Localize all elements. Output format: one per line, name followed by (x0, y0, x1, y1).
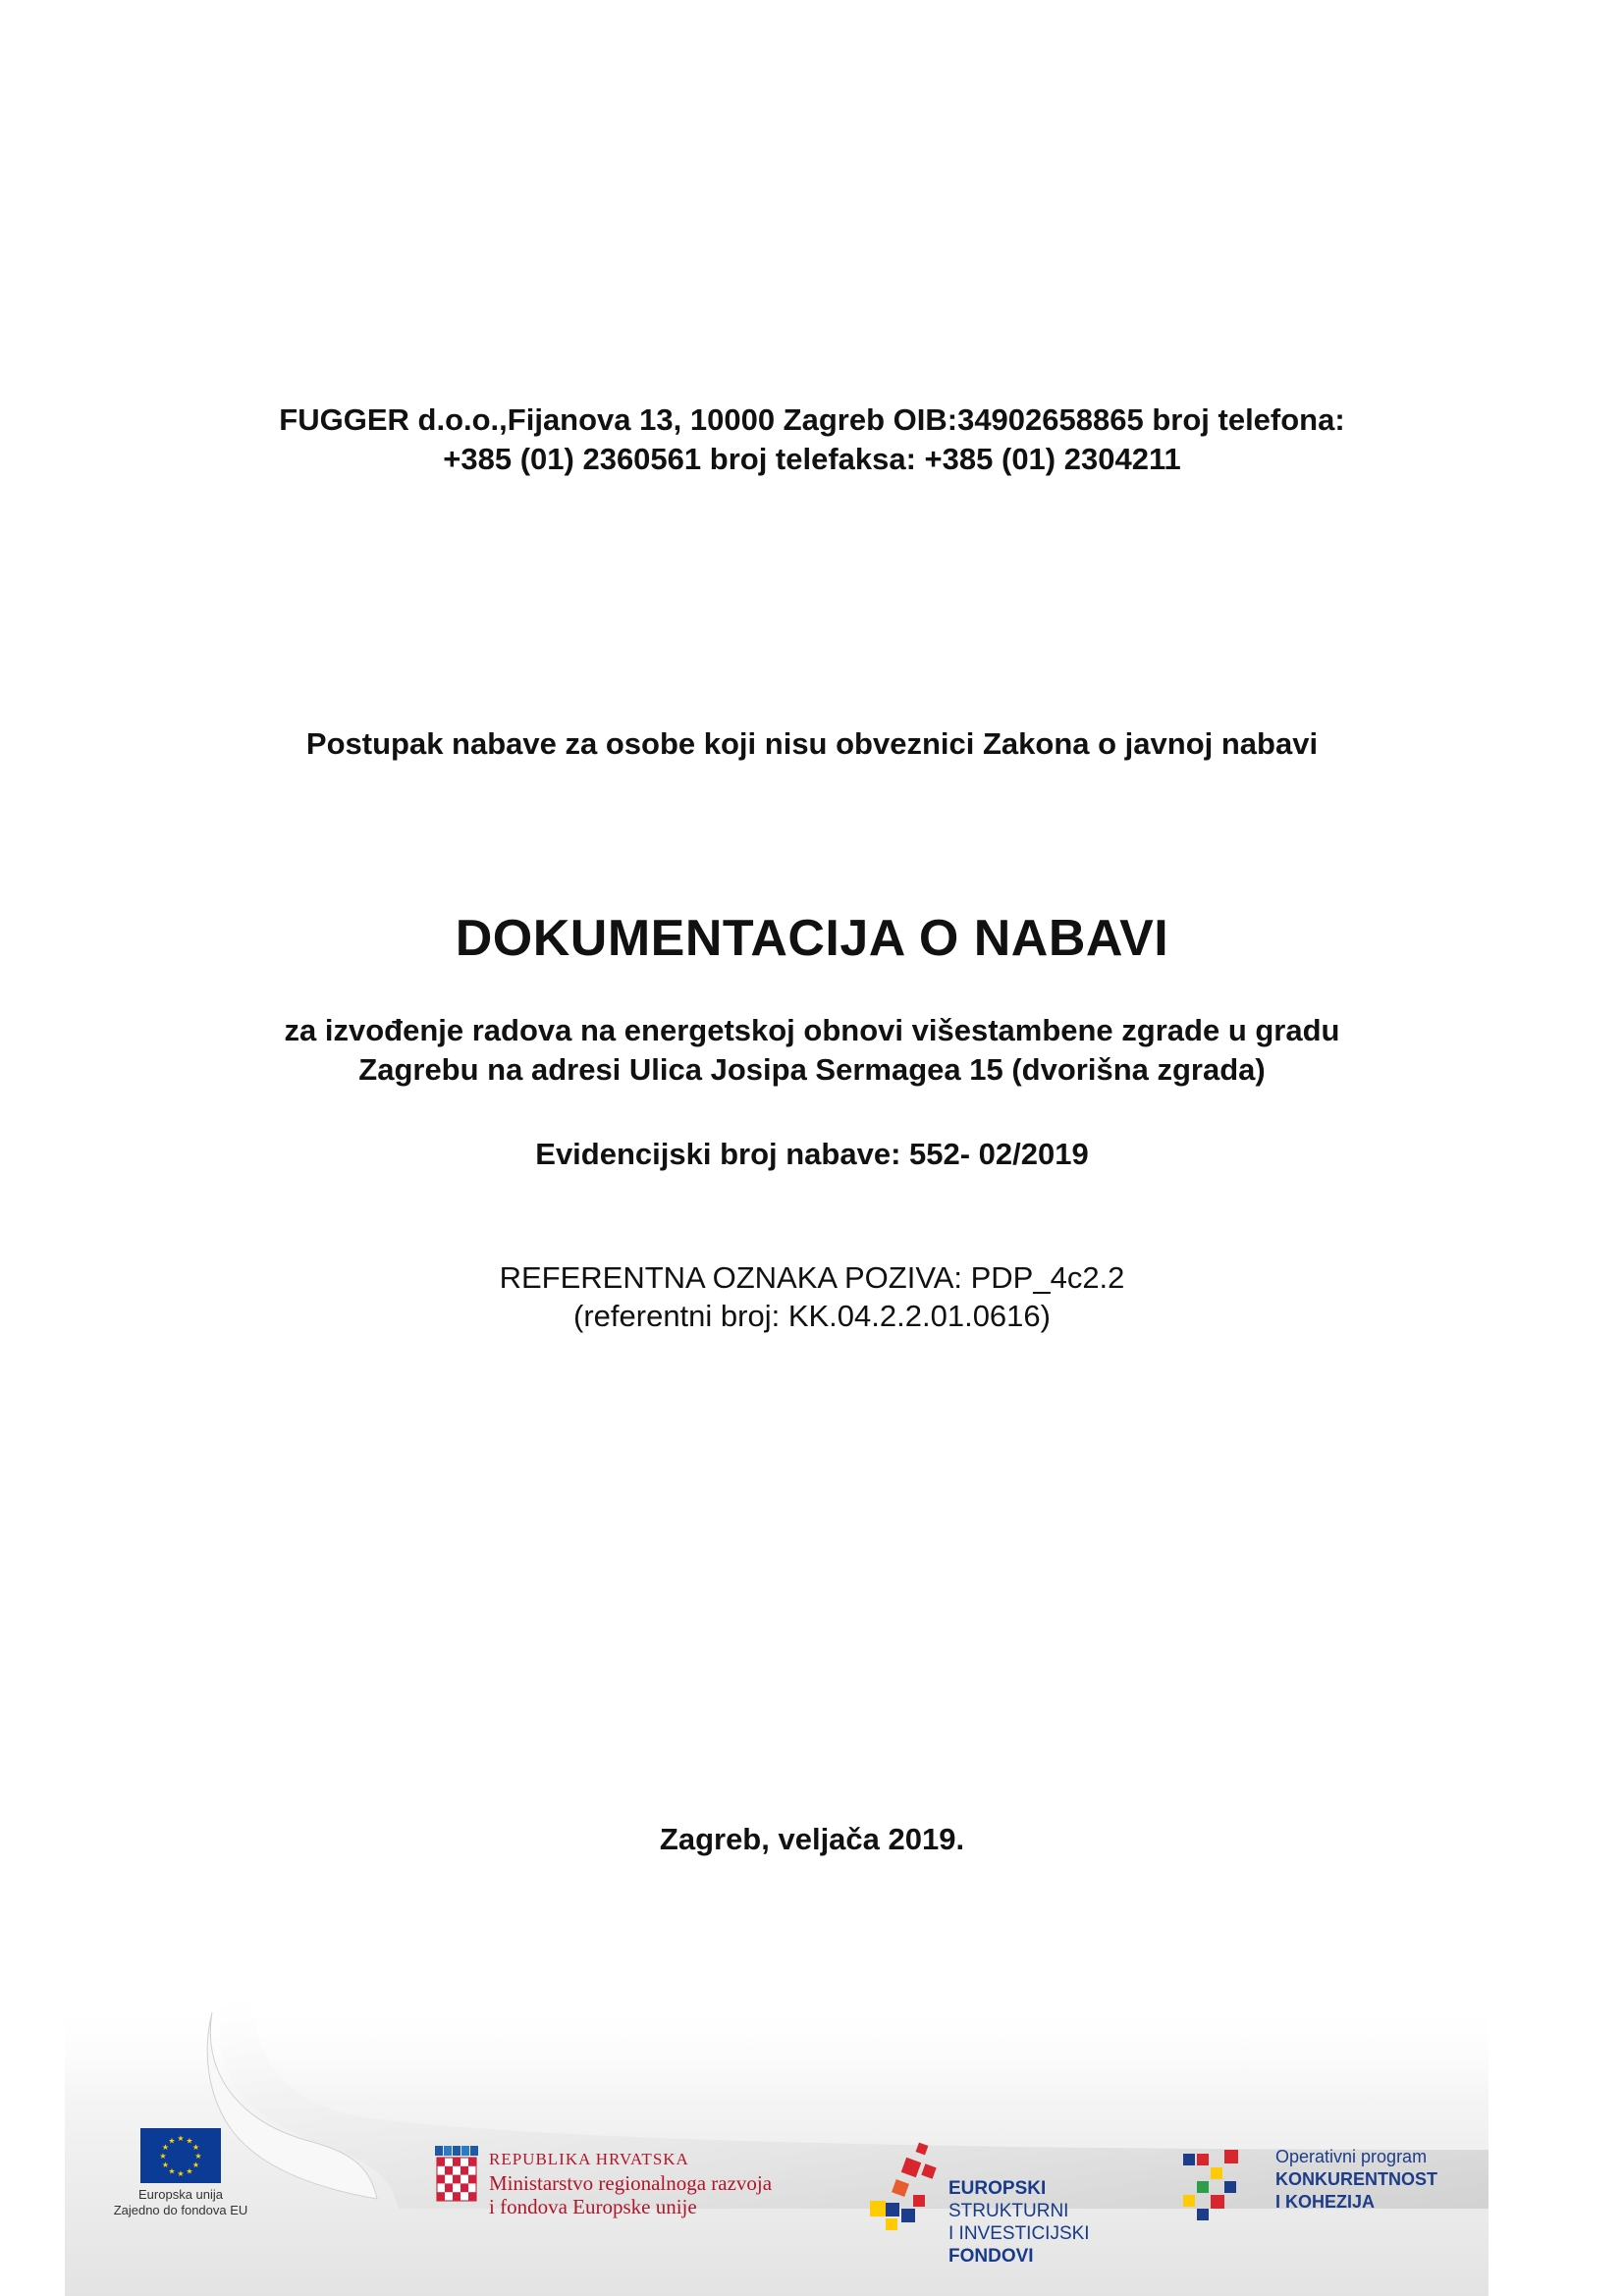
ministry-text (489, 2148, 772, 2218)
opk-line-1: Operativni program (1275, 2147, 1428, 2166)
ministry-line-2: Ministarstvo regionalnoga razvoja (489, 2171, 773, 2195)
esif-line-1-rest: STRUKTURNI (948, 2201, 1069, 2221)
eu-logo (102, 2128, 259, 2218)
svg-text:★: ★ (191, 2161, 200, 2169)
esif-line-1 (948, 2177, 1149, 2222)
opk-logo (1183, 2146, 1438, 2224)
esif-squares-icon (864, 2140, 962, 2238)
ministry-logo (432, 2146, 825, 2224)
procurement-subject (0, 1011, 1624, 1090)
svg-text:★: ★ (168, 2166, 176, 2176)
croatian-coat-of-arms-icon (432, 2146, 481, 2220)
esif-line-2-rest: I INVESTICIJSKI (948, 2223, 1090, 2244)
reference-line-1: REFERENTNA OZNAKA POZIVA: PDP_4c2.2 (499, 1260, 1125, 1295)
company-line-2: +385 (01) 2360561 broj telefaksa: +385 (01) 2304211 (443, 442, 1181, 476)
eu-caption-line-2: Zajedno do fondova EU (113, 2203, 248, 2217)
svg-text:★: ★ (186, 2136, 193, 2146)
eu-caption (102, 2187, 259, 2218)
eu-flag-icon (140, 2128, 221, 2183)
svg-text:★: ★ (177, 2169, 185, 2178)
opk-squares-icon (1183, 2150, 1262, 2228)
procedure-type: Postupak nabave za osobe koji nisu obveznici Zakona o javnoj nabavi (305, 726, 1319, 761)
opk-line-2: KONKURENTNOST (1275, 2169, 1437, 2189)
esif-logo (864, 2140, 1149, 2267)
company-line-1: FUGGER d.o.o.,Fijanova 13, 10000 Zagreb OIB:34902658865 broj telefona: (279, 402, 1345, 437)
esif-line-2 (948, 2222, 1149, 2268)
svg-text:★: ★ (177, 2134, 185, 2143)
ministry-line-1: REPUBLIKA HRVATSKA (489, 2150, 689, 2168)
opk-text (1275, 2146, 1437, 2214)
subject-line-2: Zagrebu na adresi Ulica Josipa Sermagea 15 (dvorišna zgrada) (358, 1052, 1266, 1087)
subject-line-1: za izvođenje radova na energetskoj obnovi višestambene zgrade u gradu (284, 1013, 1340, 1047)
esif-line-1-bold: EUROPSKI (948, 2178, 1047, 2199)
svg-text:★: ★ (168, 2136, 176, 2146)
esif-line-2-bold: FONDOVI (948, 2246, 1034, 2267)
svg-text:★: ★ (194, 2152, 202, 2161)
svg-text:★: ★ (186, 2166, 193, 2176)
evidence-number: Evidencijski broj nabave: 552- 02/2019 (535, 1137, 1089, 1171)
eu-caption-line-1: Europska unija (138, 2187, 223, 2202)
document-date: Zagreb, veljača 2019. (659, 1822, 965, 1856)
svg-text:★: ★ (191, 2143, 200, 2152)
esif-text (948, 2177, 1149, 2268)
reference-block (0, 1258, 1624, 1335)
document-title: DOKUMENTACIJA O NABAVI (455, 910, 1169, 967)
svg-text:★: ★ (161, 2143, 170, 2152)
svg-text:★: ★ (159, 2152, 167, 2161)
eu-stars (140, 2128, 221, 2183)
reference-line-2: (referentni broj: KK.04.2.2.01.0616) (573, 1299, 1051, 1333)
company-header (0, 400, 1624, 479)
svg-text:★: ★ (161, 2161, 170, 2169)
ministry-line-3: i fondova Europske unije (489, 2195, 697, 2218)
opk-line-3: I KOHEZIJA (1275, 2192, 1376, 2212)
